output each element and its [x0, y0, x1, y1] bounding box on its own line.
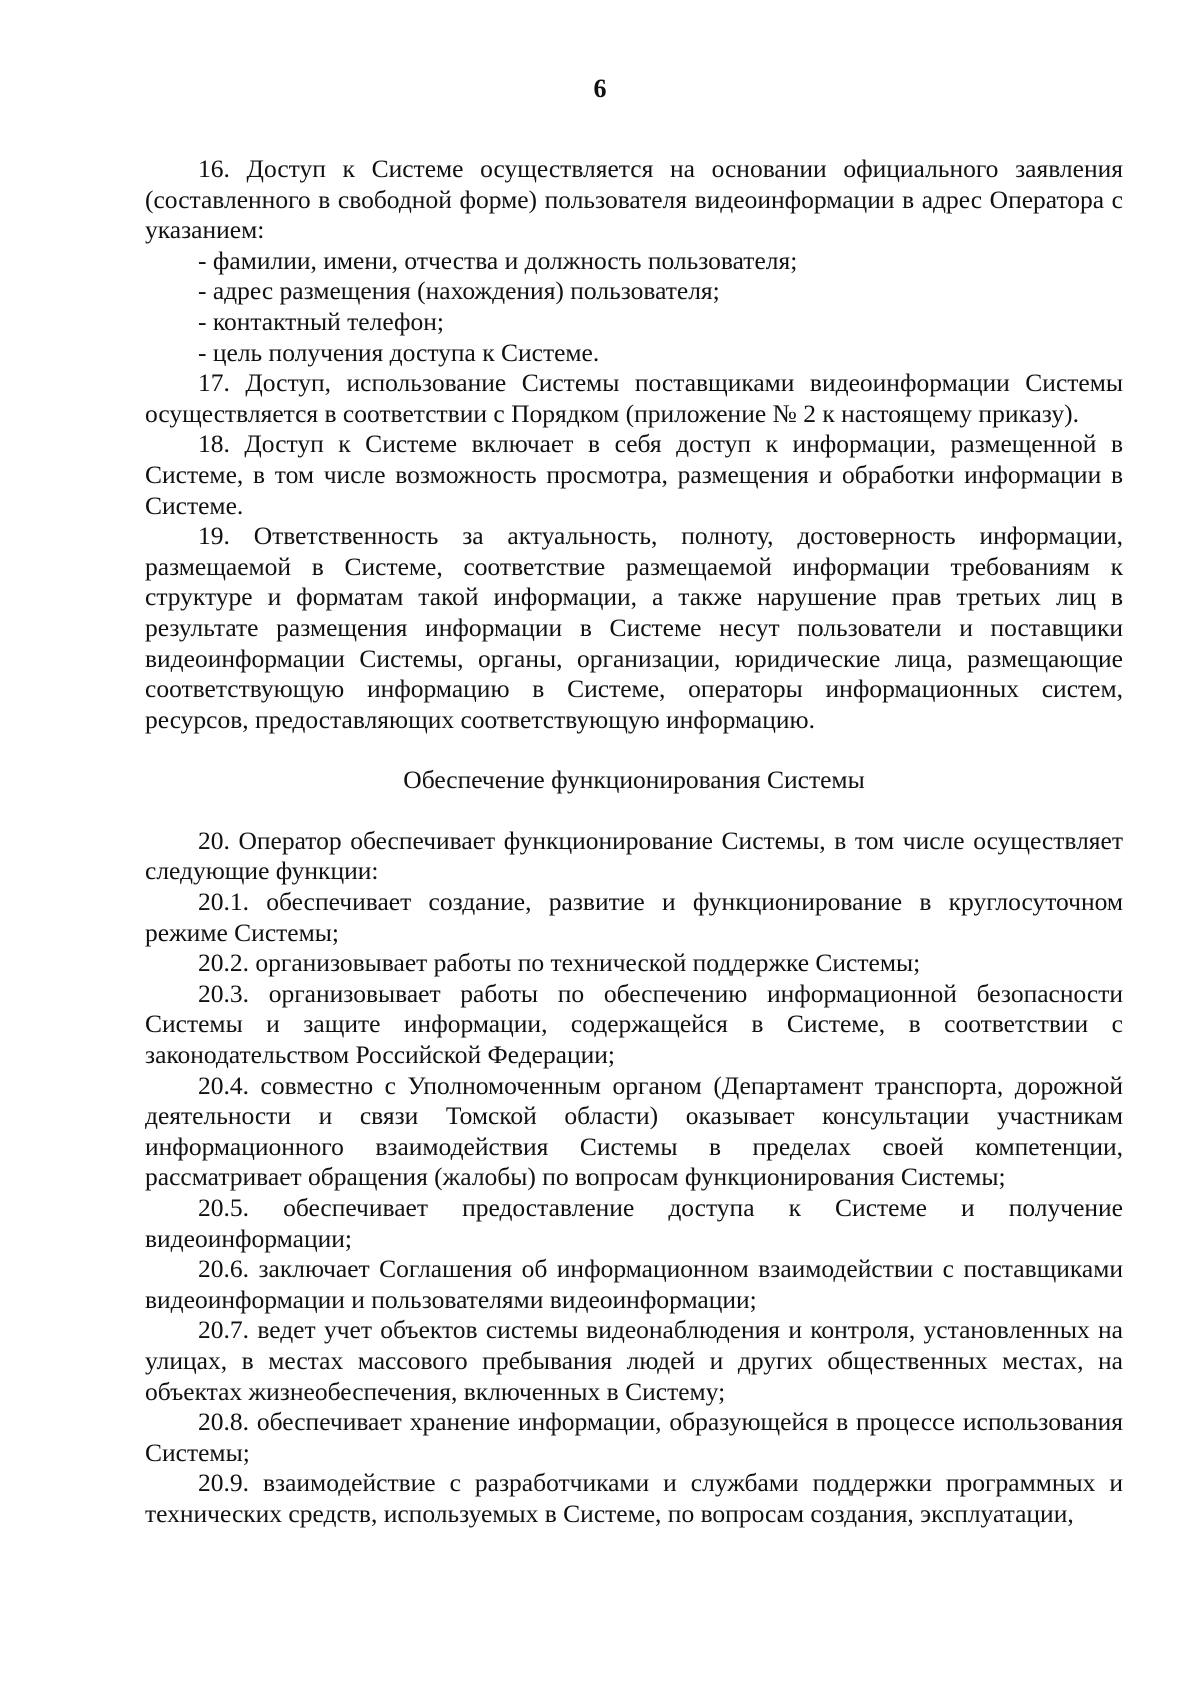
section-heading: Обеспечение функционирования Системы: [403, 765, 865, 795]
paragraph-20-6: 20.6. заключает Соглашения об информационном взаимодействии с поставщиками видеоинформации и пользователями видеоинформации;: [145, 1254, 1123, 1314]
paragraph-20-4: 20.4. совместно с Уполномоченным органом (Департамент транспорта, дорожной деятельности и связи Томской области) оказывает консультации участникам информационного взаимодействия Системы в пределах своей компетенции, рассматривает обращения (жалобы) по вопросам функционирования Системы;: [145, 1070, 1123, 1192]
paragraph-20-7: 20.7. ведет учет объектов системы видеонаблюдения и контроля, установленных на улицах, в местах массового пребывания людей и других общественных местах, на объектах жизнеобеспечения, включенных в Систему;: [145, 1315, 1123, 1406]
paragraph-16: 16. Доступ к Системе осуществляется на основании официального заявления (составленного в свободной форме) пользователя видеоинформации в адрес Оператора с указанием:: [145, 154, 1123, 245]
paragraph-20-8: 20.8. обеспечивает хранение информации, образующейся в процессе использования Системы;: [145, 1407, 1123, 1467]
paragraph-20-5: 20.5. обеспечивает предоставление доступа к Системе и получение видеоинформации;: [145, 1193, 1123, 1253]
paragraph-18: 18. Доступ к Системе включает в себя доступ к информации, размещенной в Системе, в том числе возможность просмотра, размещения и обработки информации в Системе.: [145, 429, 1123, 520]
list-item: - цель получения доступа к Системе.: [198, 337, 600, 367]
paragraph-20: 20. Оператор обеспечивает функционирование Системы, в том числе осуществляет следующие функции:: [145, 825, 1123, 886]
paragraph-19: 19. Ответственность за актуальность, полноту, достоверность информации, размещаемой в Системе, соответствие размещаемой информации требованиям к структуре и форматам такой информации, а также нарушение прав третьих лиц в результате размещения информации в Системе несут пользователи и поставщики видеоинформации Системы, органы, организации, юридические лица, размещающие соответствующую информацию в Системе, операторы информационных систем, ресурсов, предоставляющих соответствующую информацию.: [145, 521, 1123, 734]
list-item: - контактный телефон;: [198, 306, 444, 336]
document-body: [145, 154, 1123, 1530]
paragraph-17: 17. Доступ, использование Системы поставщиками видеоинформации Системы осуществляется в соответствии с Порядком (приложение № 2 к настоящему приказу).: [145, 368, 1123, 428]
list-item: - адрес размещения (нахождения) пользователя;: [198, 276, 720, 306]
paragraph-20-1: 20.1. обеспечивает создание, развитие и функционирование в круглосуточном режиме Системы;: [145, 887, 1123, 947]
page-number: 6: [593, 74, 607, 103]
paragraph-20-3: 20.3. организовывает работы по обеспечению информационной безопасности Системы и защите информации, содержащейся в Системе, в соответствии с законодательством Российской Федерации;: [145, 978, 1123, 1070]
paragraph-20-9: 20.9. взаимодействие с разработчиками и службами поддержки программных и технических средств, используемых в Системе, по вопросам создания, эксплуатации,: [145, 1468, 1123, 1528]
list-item: - фамилии, имени, отчества и должность пользователя;: [198, 245, 798, 275]
paragraph-20-2: 20.2. организовывает работы по технической поддержке Системы;: [198, 948, 921, 978]
